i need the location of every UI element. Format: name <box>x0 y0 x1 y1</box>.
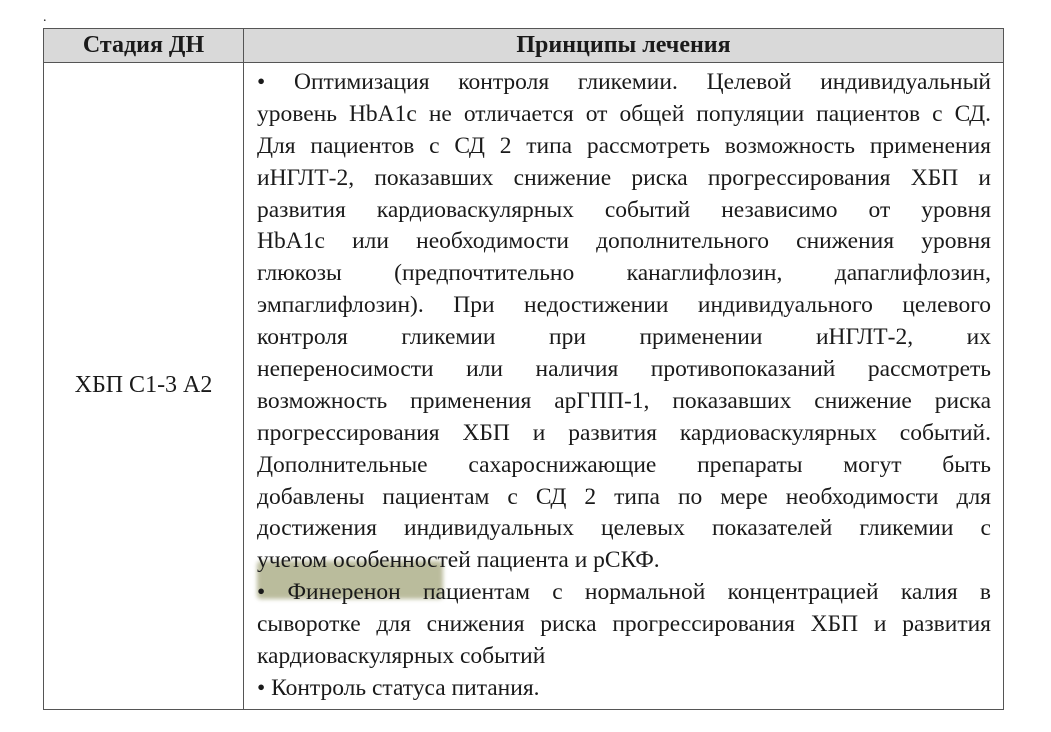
text-line: • Финеренон пациентам с нормальной концентрацией калия в <box>257 579 991 606</box>
stray-dot: . <box>43 10 47 25</box>
text-line: прогрессирования ХБП и развития кардиоваскулярных событий. <box>257 419 991 446</box>
text-line: сыворотке для снижения риска прогрессирования ХБП и развития <box>257 611 991 638</box>
text-line: развития кардиоваскулярных событий независимо от уровня <box>257 196 991 223</box>
text-line: достижения индивидуальных целевых показателей гликемии с <box>257 515 991 542</box>
text-line: учетом особенностей пациента и рСКФ. <box>257 547 660 574</box>
stage-cell: ХБП С1-3 А2 <box>44 63 244 710</box>
text-line: уровень HbA1c не отличается от общей популяции пациентов с СД. <box>257 100 991 127</box>
header-row <box>44 29 1004 63</box>
header-principles: Принципы лечения <box>244 29 1004 63</box>
text-line: • Контроль статуса питания. <box>257 674 540 701</box>
header-stage: Стадия ДН <box>44 29 244 63</box>
principles-text <box>257 67 991 705</box>
treatment-table <box>43 28 1004 710</box>
text-line: • Оптимизация контроля гликемии. Целевой индивидуальный <box>257 69 991 95</box>
text-line: контроля гликемии при применении иНГЛТ-2, их <box>257 324 991 351</box>
text-line: HbA1c или необходимости дополнительного снижения уровня <box>257 228 991 255</box>
text-line: иНГЛТ-2, показавших снижение риска прогрессирования ХБП и <box>257 164 991 191</box>
text-line: эмпаглифлозин). При недостижении индивидуального целевого <box>257 292 991 319</box>
text-line: добавлены пациентам с СД 2 типа по мере необходимости для <box>257 483 991 510</box>
text-line: Дополнительные сахароснижающие препараты могут быть <box>257 451 991 478</box>
text-line: кардиоваскулярных событий <box>257 643 546 670</box>
principles-cell <box>244 63 1004 710</box>
table-row <box>44 63 1004 710</box>
text-line: глюкозы (предпочтительно канаглифлозин, дапаглифлозин, <box>257 260 991 287</box>
text-line: Для пациентов с СД 2 типа рассмотреть возможность применения <box>257 132 991 159</box>
text-line: возможность применения арГПП-1, показавших снижение риска <box>257 387 991 414</box>
text-line: непереносимости или наличия противопоказаний рассмотреть <box>257 356 991 383</box>
